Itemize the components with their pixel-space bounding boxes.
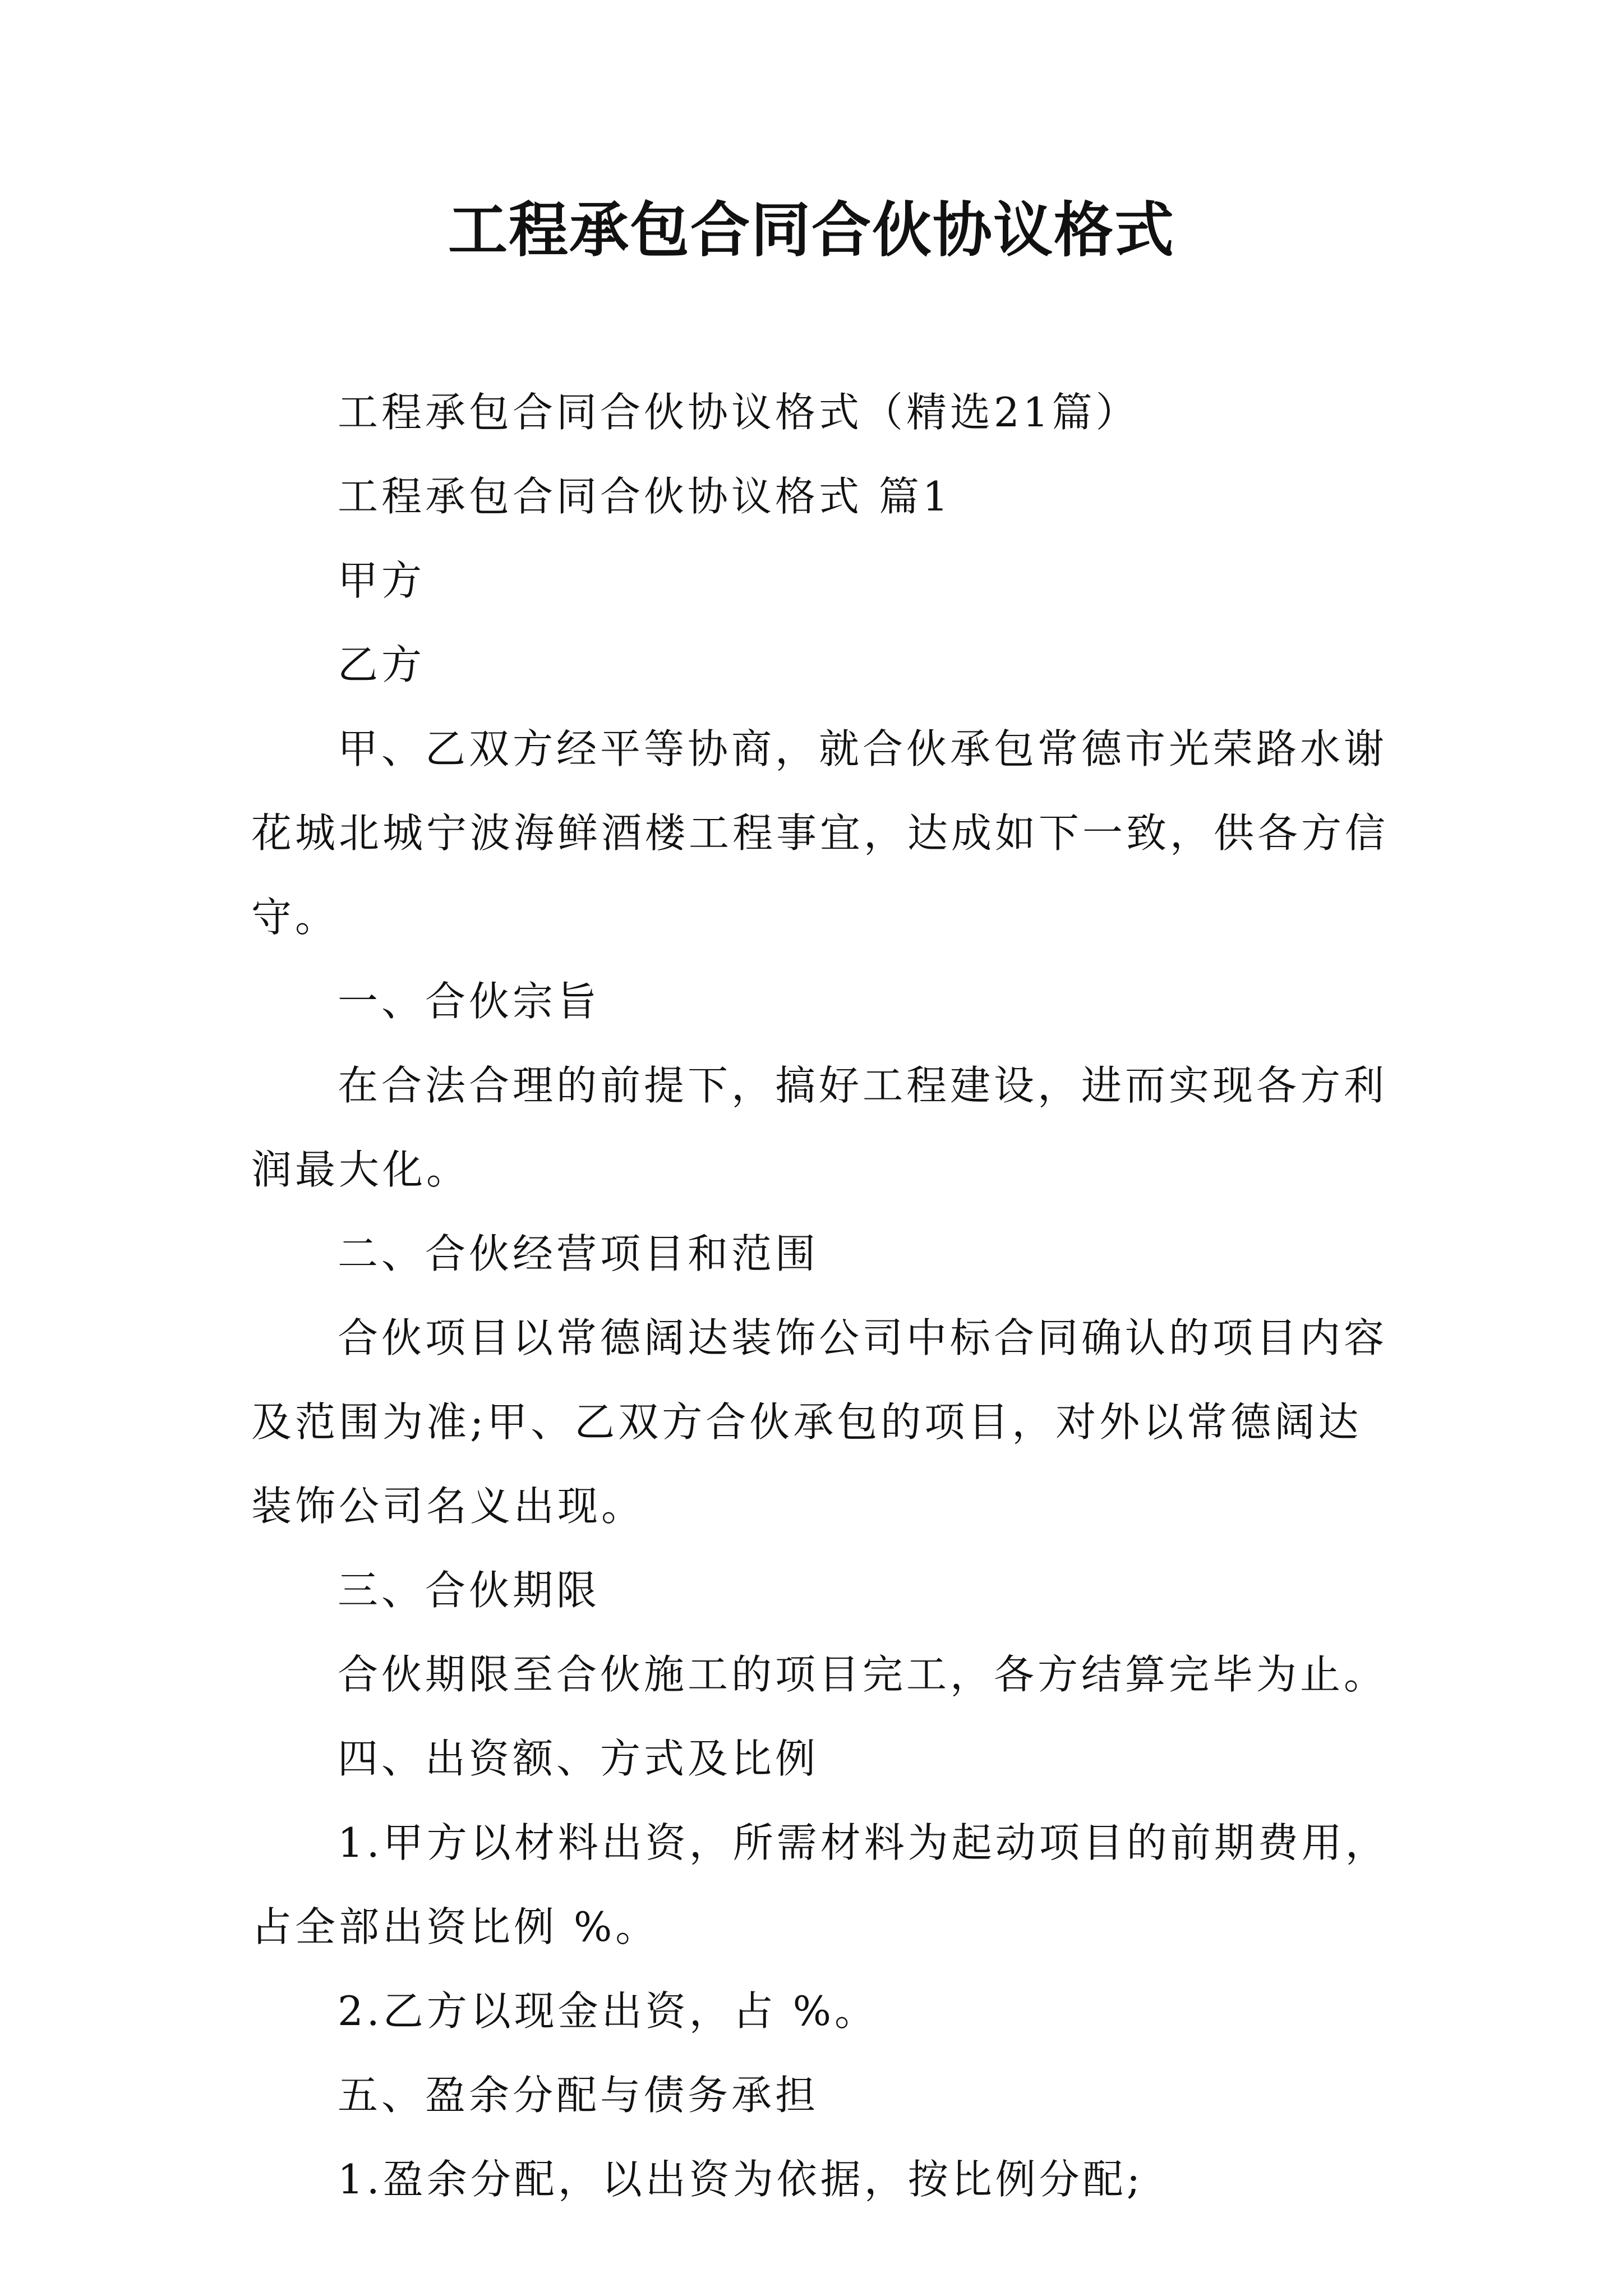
paragraph-scope: 合伙项目以常德阔达装饰公司中标合同确认的项目内容及范围为准;甲、乙双方合伙承包的项目，对外以常德阔达装饰公司名义出现。 [251,1314,1388,1530]
document-body [251,370,1395,2221]
section-heading-purpose: 一、合伙宗旨 [338,978,601,1025]
paragraph-profit-1: 1.盈余分配，以出资为依据，按比例分配; [338,2156,1144,2203]
paragraph-contribution-a: 1.甲方以材料出资，所需材料为起动项目的前期费用，占全部出资比例 %。 [251,1819,1389,1950]
paragraph-party-b: 乙方 [338,641,426,688]
paragraph-contribution-b: 2.乙方以现金出资，占 %。 [338,1987,878,2035]
document-title: 工程承包合同合伙协议格式 [448,195,1175,265]
paragraph-subtitle: 工程承包合同合伙协议格式（精选21篇） [338,389,1140,436]
paragraph-party-a: 甲方 [338,557,426,604]
paragraph-term: 合伙期限至合伙施工的项目完工，各方结算完毕为止。 [338,1651,1388,1698]
paragraph-chapter-heading: 工程承包合同合伙协议格式 篇1 [338,473,952,520]
section-heading-scope: 二、合伙经营项目和范围 [338,1230,819,1277]
paragraph-preamble: 甲、乙双方经平等协商，就合伙承包常德市光荣路水谢花城北城宁波海鲜酒楼工程事宜，达成如下一致，供各方信守。 [251,725,1389,941]
section-heading-profit: 五、盈余分配与债务承担 [338,2072,819,2119]
section-heading-term: 三、合伙期限 [338,1567,601,1614]
section-heading-contribution: 四、出资额、方式及比例 [338,1735,819,1782]
paragraph-purpose: 在合法合理的前提下，搞好工程建设，进而实现各方利润最大化。 [251,1062,1388,1193]
